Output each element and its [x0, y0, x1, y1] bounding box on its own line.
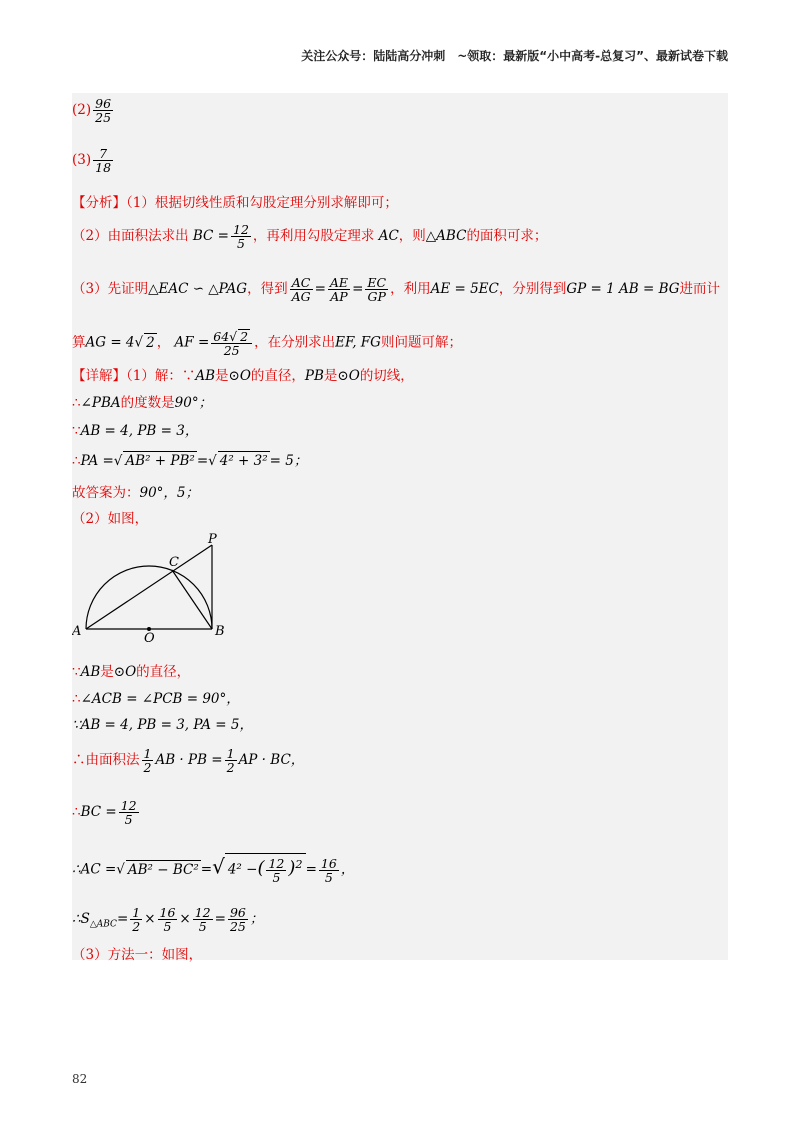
- answer-3-num: 7: [93, 147, 113, 161]
- frac-num: 1: [143, 746, 152, 761]
- math-angle-pba: ∠PBA: [80, 395, 121, 411]
- math-eq-5: = 5；: [269, 453, 308, 469]
- frac-den: 5: [163, 919, 172, 934]
- answer-3-fraction: [93, 147, 113, 174]
- math-similar: △EAC ∽ △PAG: [148, 281, 248, 297]
- frac-num: 16: [320, 855, 337, 871]
- answer-panel: [72, 93, 728, 963]
- sqrt-2b: 2: [240, 329, 249, 344]
- frac-num: 96: [229, 905, 246, 920]
- answer-3-den: 18: [95, 160, 112, 175]
- answer-2-label: (2): [72, 102, 92, 118]
- times-sign: ×: [144, 911, 156, 927]
- math-circle-o: ⊙O: [228, 368, 251, 384]
- analysis-line-3: （3）先证明△EAC ∽ △PAG，得到 $\frac{AC}{AG}$ = $\frac{AE}{AP}$ = $\frac{EC}{GP}$ ，利用AE = 5EC，分别得到GP = 1 AB = BG进而计: [72, 275, 721, 304]
- analysis-text-2a: （2）由面积法求出: [72, 228, 189, 244]
- detail-text: （1）解：∵: [126, 368, 196, 384]
- math-ab: AB: [195, 368, 216, 384]
- analysis-text-2c: ，则: [398, 228, 426, 244]
- detail-text: 的直径，: [136, 664, 191, 680]
- analysis-text-3c: ，利用: [390, 281, 431, 297]
- frac-num: 16: [159, 905, 176, 920]
- math-gp-1: GP = 1: [566, 281, 615, 297]
- math-four-sq: 4² −: [227, 861, 258, 878]
- math-eq: =: [305, 861, 317, 878]
- sqrt-ab-bc: AB² − BC²: [127, 861, 199, 878]
- sqrt-4-3: 4² + 3²: [219, 453, 268, 469]
- analysis-text-4a: 算: [72, 334, 86, 351]
- math-ae-5ec: AE = 5EC: [430, 281, 499, 297]
- frac-num: 12: [194, 905, 211, 920]
- frac-den: 25: [229, 919, 246, 934]
- detail-line-2: [72, 394, 212, 412]
- label-a: A: [72, 624, 82, 639]
- frac-den: 2: [143, 760, 152, 775]
- math-ap-bc-product: AP · BC，: [238, 752, 305, 768]
- analysis-text-4b: ，在分别求出: [254, 334, 336, 351]
- analysis-text-1: （1）根据切线性质和勾股定理分别求解即可；: [126, 195, 398, 211]
- math-circle-o: ⊙O: [113, 664, 137, 680]
- math-s: ∴S: [72, 911, 90, 927]
- answer-2-num: 96: [95, 96, 112, 111]
- analysis-text-3b: ，得到: [247, 281, 288, 297]
- segment-ap: [86, 545, 212, 629]
- frac-1-2: [130, 906, 142, 933]
- analysis-line-1: [72, 194, 398, 212]
- detail-text: 的切线，: [359, 368, 414, 384]
- page-header: 关注公众号：陆陆高分冲刺 ~领取：最新版“小中高考-总复习”、最新试卷下载: [301, 49, 728, 63]
- frac-den: 5: [236, 236, 245, 251]
- frac-12-5: [119, 799, 139, 826]
- math-eq: =: [200, 861, 213, 878]
- geometry-figure: [72, 531, 242, 643]
- frac-af: $\frac{64√ 2}{25}$: [211, 329, 252, 357]
- frac-12-5: [193, 906, 213, 933]
- label-p: P: [208, 532, 217, 547]
- therefore-symbol: ∴: [72, 453, 81, 469]
- frac-16-5: [319, 857, 339, 884]
- analysis-line-2: [72, 223, 547, 250]
- frac-ae-ap: [328, 276, 350, 303]
- detail-line-5: [72, 484, 199, 502]
- analysis-text-3e: 进而计: [679, 281, 721, 297]
- frac-num: 64: [213, 329, 230, 344]
- detail-line-4: ∴PA =√ AB² + PB² =√ 4² + 3² = 5；: [72, 453, 308, 469]
- frac-12-5: [266, 857, 286, 884]
- math-bc: BC =: [80, 804, 117, 820]
- frac-num: 12: [233, 222, 249, 237]
- frac-num: EC: [367, 275, 387, 290]
- math-ac: ∴AC =: [72, 861, 117, 878]
- semicircle: [86, 566, 212, 629]
- frac-num: 1: [226, 746, 235, 761]
- detail-tag: 【详解】: [72, 368, 126, 384]
- math-subscript-abc: △ABC: [89, 919, 117, 930]
- detail-line-3: [72, 422, 198, 440]
- frac-den: 2: [226, 760, 235, 775]
- math-ac: AC: [378, 228, 399, 244]
- math-bc: BC =: [192, 228, 229, 244]
- math-pa: PA =: [80, 453, 114, 469]
- frac-den: AP: [330, 289, 348, 304]
- detail-text: 是: [215, 368, 229, 384]
- detail-text: 是: [100, 664, 114, 680]
- frac-ec-gp: [365, 276, 388, 303]
- frac-den: 5: [198, 919, 207, 934]
- answer-2-fraction: [93, 97, 113, 124]
- math-eq: =: [214, 911, 226, 927]
- sqrt-ab-pb: AB² + PB²: [125, 453, 195, 469]
- frac-den: 2: [132, 919, 141, 934]
- big-sqrt: 4² −( $\frac{12}{5}$ )$^2$: [225, 853, 306, 884]
- frac-num: 1: [132, 905, 141, 920]
- frac-16-5: [158, 906, 178, 933]
- answer-label: 故答案为：: [72, 485, 140, 501]
- math-af: AF =: [174, 334, 210, 351]
- detail-line-11: [72, 799, 141, 826]
- detail-line-8: [72, 690, 240, 708]
- frac-den: 5: [324, 869, 333, 885]
- answer-3: [72, 147, 115, 174]
- detail-line-10: [72, 747, 304, 774]
- math-eq: =: [196, 453, 209, 469]
- analysis-text-3d: ，分别得到: [498, 281, 567, 297]
- math-semicolon: ；: [249, 911, 264, 927]
- frac-num: AE: [329, 275, 349, 290]
- analysis-tag: 【分析】: [72, 195, 126, 211]
- frac-den: 5: [124, 812, 133, 827]
- detail-text: 是: [323, 368, 338, 384]
- answer-values: 90°，5；: [139, 485, 200, 501]
- frac-half: [225, 747, 237, 774]
- sqrt-2: 2: [146, 334, 155, 351]
- detail-line-12: ∴AC =√ AB² − BC² =√ 4² −( $\frac{12}{5}$ )$^2$ = $\frac{16}{5}$ ，: [72, 854, 355, 885]
- frac-num: 12: [120, 798, 137, 813]
- times-sign: ×: [179, 911, 191, 927]
- therefore-symbol: ∴: [72, 395, 81, 411]
- segment-cb: [172, 570, 212, 629]
- frac-ac-ag: [290, 276, 313, 303]
- therefore-symbol: ∴: [72, 804, 81, 820]
- frac-num: AC: [290, 276, 313, 290]
- frac-den: AG: [291, 289, 311, 304]
- analysis-text-2d: 的面积可求；: [466, 228, 548, 244]
- detail-line-14: （3）方法一：如图，: [72, 947, 203, 963]
- detail-text: 的度数是: [120, 395, 175, 411]
- analysis-text-4c: 则问题可解；: [380, 334, 462, 351]
- answer-2-den: 25: [95, 110, 112, 125]
- math-ab-pb: AB = 4, PB = 3，: [80, 423, 199, 439]
- math-90deg: 90°；: [174, 395, 213, 411]
- detail-text: 的直径，: [250, 368, 305, 384]
- math-given-lengths: ∵AB = 4, PB = 3, PA = 5，: [72, 717, 253, 733]
- label-o: O: [144, 631, 155, 643]
- answer-2: [72, 97, 115, 124]
- frac-half: [142, 747, 154, 774]
- frac-96-25: [228, 906, 248, 933]
- therefore-symbol: ∴: [72, 691, 81, 707]
- math-eq: =: [116, 911, 129, 927]
- label-b: B: [215, 624, 225, 639]
- math-ab: AB: [80, 664, 101, 680]
- detail-text: ∴由面积法: [72, 752, 140, 768]
- page-number: 82: [72, 1072, 88, 1086]
- math-comma: ，: [340, 861, 355, 878]
- math-ab-bg: AB = BG: [619, 281, 680, 297]
- math-pb: PB: [304, 368, 324, 384]
- frac-den: 25: [223, 343, 240, 358]
- analysis-line-4: 算AG = 4√ 2 ， AF = $\frac{64√ 2}{25}$ ，在分别求出EF, FG则问题可解；: [72, 329, 462, 358]
- answer-3-label: (3): [72, 152, 92, 168]
- math-right-angles: ∠ACB = ∠PCB = 90°，: [80, 691, 240, 707]
- detail-line-1: [72, 367, 414, 385]
- detail-line-6: （2）如图，: [72, 511, 149, 527]
- analysis-text-2b: ，再利用勾股定理求: [252, 228, 375, 244]
- math-ef-fg: EF, FG: [335, 334, 381, 351]
- math-ab-pb-product: AB · PB =: [155, 752, 223, 768]
- analysis-text-3a: （3）先证明: [72, 281, 149, 297]
- frac-12-5: [231, 223, 251, 250]
- because-symbol: ∵: [72, 664, 81, 680]
- frac-den: GP: [367, 289, 386, 304]
- math-ag: AG = 4: [85, 334, 135, 351]
- frac-num: 12: [268, 855, 285, 871]
- detail-line-13: [72, 906, 263, 934]
- label-c: C: [169, 555, 179, 570]
- math-circle-o: ⊙O: [337, 368, 360, 384]
- math-triangle-abc: △ABC: [425, 228, 467, 244]
- because-symbol: ∵: [72, 423, 81, 439]
- detail-line-7: [72, 663, 190, 681]
- frac-den: 5: [272, 869, 281, 885]
- detail-line-9: [72, 716, 253, 734]
